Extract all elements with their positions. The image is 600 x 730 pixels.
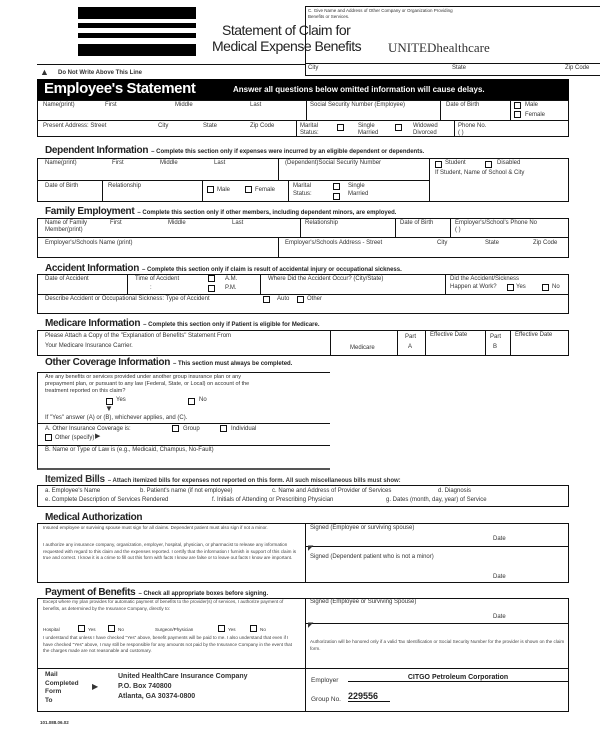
divider	[510, 330, 511, 356]
field-label: B	[493, 344, 498, 350]
field-label: Date	[493, 574, 506, 580]
field-label: Medicare Information	[45, 318, 141, 329]
employer-field[interactable]: CITGO Petroleum Corporation	[348, 674, 568, 682]
divider	[306, 100, 307, 120]
field-label: Medical Authorization	[45, 512, 143, 523]
field-label: a. Employee's Name	[45, 488, 101, 494]
field-label: Medicare	[350, 345, 375, 351]
field-label: P.M.	[225, 285, 237, 291]
field-label: Employer's/School's Phone No	[455, 220, 537, 226]
arrow-icon: ◤	[308, 622, 314, 629]
field-label: Status:	[300, 130, 319, 136]
field-label: – Complete this section only if expenses were incurred by an eligible dependent or dependents.	[151, 149, 425, 155]
field-label: Date of Accident	[45, 276, 89, 282]
field-label: State	[485, 240, 500, 246]
group-number-field[interactable]: 229556	[348, 691, 390, 702]
field-label: Married	[358, 130, 379, 136]
field-label: g. Dates (month, day, year) of Service	[386, 497, 487, 503]
surgeon-no-checkbox[interactable]	[250, 625, 257, 632]
field-label: Date	[493, 536, 506, 542]
student-checkbox[interactable]	[435, 161, 442, 168]
field-label: Except where my plan provides for automatic payment of benefits to the provider(s) of services, I authorize payment of benefits, as determined by the Insurance Company, directly to:	[43, 599, 284, 611]
divider	[305, 598, 306, 712]
disabled-checkbox[interactable]	[485, 161, 492, 168]
divider	[397, 330, 398, 356]
field-label: Yes	[516, 284, 526, 290]
field-label: Single	[348, 183, 365, 189]
am-checkbox[interactable]	[208, 275, 215, 282]
divider	[260, 274, 261, 294]
field-label: Authorization will be honored only if a valid Tax Identification or Social Security Number for the provider is shown on the claim form.	[310, 639, 565, 651]
section-title	[45, 357, 292, 368]
field-label: – Check all appropriate boxes before signing.	[138, 591, 269, 597]
field-label: Last	[250, 102, 262, 108]
field-label: Date of Birth	[45, 183, 79, 189]
field-label: Other Coverage Information	[45, 357, 170, 368]
field-label: Employer	[311, 677, 339, 684]
field-label: Where Did the Accident Occur? (City/State)	[268, 276, 384, 282]
field-label: Completed	[45, 679, 79, 687]
hospital-yes-checkbox[interactable]	[78, 625, 85, 632]
field-label: Date	[493, 614, 506, 620]
field-label: Mail	[45, 671, 58, 678]
field-label: Effective Date	[515, 332, 553, 338]
field-label: First	[110, 220, 122, 226]
barcode-bar	[78, 23, 196, 28]
divider	[305, 523, 306, 583]
field-label: Student	[445, 160, 466, 166]
field-label: P.O. Box 740800	[118, 683, 172, 690]
field-label: – Attach itemized bills for expenses not reported on this form. All such miscellaneous bills must show:	[107, 478, 401, 484]
divider	[37, 237, 569, 238]
field-label: Hospital	[43, 627, 60, 632]
divider	[202, 180, 203, 202]
field-label: – Complete this section only if other members, including dependent minors, are employed.	[137, 210, 397, 216]
other-checkbox[interactable]	[297, 296, 304, 303]
field-label: Group	[183, 426, 200, 432]
field-label: Effective Date	[430, 332, 468, 338]
divider	[37, 445, 330, 446]
field-label: f. Initials of Attending or Prescribing Physician	[212, 497, 334, 503]
signature-field[interactable]: Signed (Dependent patient who is not a minor)	[310, 554, 434, 560]
field-label: Last	[214, 160, 226, 166]
section-title	[45, 145, 424, 156]
widowed-checkbox[interactable]	[395, 124, 402, 131]
field-label: Marital	[293, 183, 312, 189]
field-label: First	[112, 160, 124, 166]
arrow-down-icon: ▼	[105, 404, 113, 413]
divider	[454, 120, 455, 137]
field-label: A.M.	[225, 276, 238, 282]
divider	[296, 120, 297, 137]
field-label: United HealthCare Insurance Company	[118, 673, 248, 680]
auto-checkbox[interactable]	[263, 296, 270, 303]
signature-field[interactable]: Signed (Employee or surviving spouse)	[310, 525, 415, 531]
form-code: 101.088.06.02	[40, 720, 69, 725]
field-label: Surgeon/Physician	[155, 627, 194, 632]
female-checkbox[interactable]	[514, 111, 521, 118]
section-title	[45, 318, 320, 329]
warning-triangle-icon: ▲	[40, 67, 49, 77]
unitedhealthcare-logo: UNITEDhealthcare	[388, 40, 490, 55]
field-label: – Complete this section only if Patient is eligible for Medicare.	[143, 322, 320, 328]
field-label: Group No.	[311, 696, 341, 703]
field-label: City	[158, 123, 169, 129]
section-title	[45, 474, 401, 485]
field-label: No	[260, 627, 266, 632]
field-label: Do Not Write Above This Line	[58, 70, 143, 76]
field-label: Disabled	[497, 160, 521, 166]
section-title: Employee's Statement	[44, 80, 196, 97]
field-label: Yes	[228, 627, 236, 632]
field-label: B. Name or Type of Law is (e.g., Medicaid, Champus, No-Fault)	[45, 447, 214, 453]
field-label: To	[45, 696, 53, 704]
field-label: Member(print)	[45, 227, 83, 233]
divider	[37, 120, 569, 121]
field-label: Atlanta, GA 30374-0800	[118, 693, 196, 700]
field-label: Auto	[277, 296, 290, 302]
mailing-address	[118, 672, 248, 702]
field-label: Female	[255, 187, 276, 193]
divider	[440, 100, 441, 120]
field-label: Happen at Work?	[450, 284, 497, 290]
field-label: – Complete this section only if claim is result of accidental injury or occupational sickness.	[142, 267, 402, 273]
field-label: Social Security Number (Employee)	[310, 102, 406, 108]
field-label: Female	[525, 112, 546, 118]
payment-box	[37, 598, 569, 712]
field-label: e. Complete Description of Services Rendered	[45, 497, 169, 503]
divider	[127, 274, 128, 294]
field-label: Employer's/Schools Address - Street	[285, 240, 383, 246]
field-label: Single	[358, 123, 375, 129]
barcode-bar	[78, 7, 196, 19]
field-label: Last	[232, 220, 244, 226]
divider	[429, 158, 430, 202]
divider	[37, 294, 569, 295]
divider	[300, 218, 301, 237]
field-label: Part	[490, 334, 502, 340]
field-label: Married	[348, 191, 369, 197]
individual-checkbox[interactable]	[220, 425, 227, 432]
surgeon-yes-checkbox[interactable]	[218, 625, 225, 632]
field-label: ( )	[458, 130, 464, 136]
field-label: No	[199, 397, 207, 403]
field-label: Name(print)	[45, 160, 77, 166]
divider	[278, 237, 279, 258]
married-checkbox[interactable]	[333, 193, 340, 200]
divider	[102, 180, 103, 202]
section-title	[45, 587, 268, 598]
divider	[450, 218, 451, 237]
field-label: Other	[307, 296, 323, 302]
field-label: Date of Birth	[400, 220, 434, 226]
mail-label	[45, 671, 79, 705]
divider	[425, 330, 426, 356]
divider	[37, 180, 429, 181]
field-label: Present Address: Street	[43, 123, 107, 129]
field-label: prepayment plan, or pursuant to any law (Federal, State, or Local) on account of the	[45, 381, 250, 387]
single-checkbox[interactable]	[333, 183, 340, 190]
field-label: City	[437, 240, 448, 246]
arrow-icon: ◤	[308, 545, 314, 552]
no-checkbox[interactable]	[188, 398, 195, 405]
field-label: Widowed	[413, 123, 438, 129]
field-label: Divorced	[413, 130, 437, 136]
field-label: Male	[525, 102, 539, 108]
signature-field[interactable]: Signed (Employee or Surviving Spouse)	[310, 599, 417, 605]
field-label: Zip Code	[250, 123, 275, 129]
field-label: Yes	[88, 627, 96, 632]
field-label: Name(print)	[43, 102, 75, 108]
field-label: Time of Accident	[135, 276, 180, 282]
field-label: If Student, Name of School & City	[435, 170, 525, 176]
field-label: c. Name and Address of Provider of Services	[272, 488, 392, 494]
field-label: treatment reported on this claim?	[45, 388, 126, 394]
field-label: If "Yes" answer (A) or (B), whichever applies, and (C).	[45, 415, 188, 421]
field-label: State	[452, 65, 467, 71]
at-work-no-checkbox[interactable]	[542, 284, 549, 291]
single-checkbox[interactable]	[337, 124, 344, 131]
female-checkbox[interactable]	[245, 186, 252, 193]
other-specify-checkbox[interactable]	[45, 434, 52, 441]
field-label: Date of Birth	[446, 102, 480, 108]
barcode-bar	[78, 33, 196, 38]
field-label: Describe Accident or Occupational Sickness: Type of Accident	[45, 296, 210, 302]
field-label: Relationship	[108, 183, 142, 189]
arrow-right-icon: ▶	[95, 433, 101, 440]
field-label: Your Medicare Insurance Carrier.	[45, 343, 133, 349]
field-label: Status:	[293, 191, 312, 197]
field-label: A	[408, 344, 413, 350]
field-label: d. Diagnosis	[438, 488, 472, 494]
field-label: Form	[45, 688, 62, 695]
field-label: City	[308, 65, 319, 71]
field-label: – This section must always be completed.	[173, 361, 293, 367]
divider	[37, 423, 330, 424]
divider	[278, 158, 279, 180]
field-label: Medical Expense Benefits	[212, 38, 362, 54]
field-label: Dependent Information	[45, 145, 149, 156]
pm-checkbox[interactable]	[208, 285, 215, 292]
divider	[37, 64, 305, 65]
field-label: Marital	[300, 123, 319, 129]
field-label: No	[118, 627, 124, 632]
field-label: Other (specify)	[55, 435, 95, 441]
field-label: Middle	[160, 160, 178, 166]
field-label: Yes	[116, 397, 126, 403]
field-label: Itemized Bills	[45, 474, 105, 485]
field-label: Zip Code	[533, 240, 558, 246]
group-checkbox[interactable]	[172, 425, 179, 432]
field-label: Answer all questions below omitted information will cause delays.	[233, 85, 485, 94]
male-checkbox[interactable]	[514, 102, 521, 109]
field-label: I authorize any insurance company, organization, employer, hospital, physician, or pharmacist to release any information requested with regard to this claim and the expenses reported. I certify that the information I furnish in support of this claim is true and correct. I know it is a crime to fill out this form with facts I know are false or to leave out facts I know are important.	[43, 542, 297, 560]
field-label: Individual	[231, 426, 257, 432]
field-label: I understand that unless I have checked "Yes" above, benefit payments will be paid to me. I also understand that even if I have checked "Yes" above, I may still be responsible for any amounts not paid by the Insurance Company in the event that the charges made are not reasonable and customary.	[43, 635, 293, 653]
field-label: State	[203, 123, 218, 129]
divider	[330, 330, 331, 356]
at-work-yes-checkbox[interactable]	[507, 284, 514, 291]
field-label: ( )	[455, 227, 461, 233]
field-label: Middle	[175, 102, 193, 108]
field-label: Please Attach a Copy of the "Explanation of Benefits" Statement From	[45, 333, 232, 339]
field-label: No	[552, 284, 560, 290]
divider	[485, 330, 486, 356]
field-label: Relationship	[305, 220, 339, 226]
field-label: A. Other Insurance Coverage is:	[45, 426, 131, 432]
section-title	[45, 263, 402, 274]
divider	[305, 623, 569, 624]
male-checkbox[interactable]	[207, 186, 214, 193]
divider	[305, 63, 600, 64]
field-label: Part	[405, 334, 417, 340]
field-label: b. Patient's name (if not employee)	[140, 488, 233, 494]
field-label: Family Employment	[45, 206, 135, 217]
field-label: Name of Family	[45, 220, 88, 226]
section-title	[45, 512, 142, 523]
field-label: Phone No.	[458, 123, 487, 129]
divider	[510, 100, 511, 120]
barcode-bar	[78, 44, 196, 56]
section-title	[45, 206, 396, 217]
field-label: Zip Code	[565, 65, 590, 71]
field-label: (Dependent)Social Security Number	[285, 160, 382, 166]
field-label: Did the Accident/Sickness	[450, 276, 520, 282]
divider	[395, 218, 396, 237]
divider	[445, 274, 446, 294]
hospital-no-checkbox[interactable]	[108, 625, 115, 632]
divider	[37, 668, 569, 669]
field-label: Are any benefits or services provided under another group insurance plan or any	[45, 374, 241, 380]
field-label: First	[105, 102, 117, 108]
arrow-right-icon: ▶	[92, 682, 99, 691]
divider	[288, 180, 289, 202]
field-label: Male	[217, 187, 231, 193]
field-label: Accident Information	[45, 263, 140, 274]
field-label: Middle	[168, 220, 186, 226]
field-label: :	[150, 285, 152, 291]
field-label: Insured employee or surviving spouse must sign for all claims. Dependent patient must also sign if not a minor.	[43, 525, 268, 530]
field-label: Employer's/Schools Name (print)	[45, 240, 133, 246]
field-label: Payment of Benefits	[45, 587, 136, 598]
divider	[305, 546, 569, 547]
field-label: Statement of Claim for	[222, 22, 351, 38]
field-label: C. Give Name and Address of Other Company or Organization Providing Benefits or Services.	[308, 8, 453, 19]
